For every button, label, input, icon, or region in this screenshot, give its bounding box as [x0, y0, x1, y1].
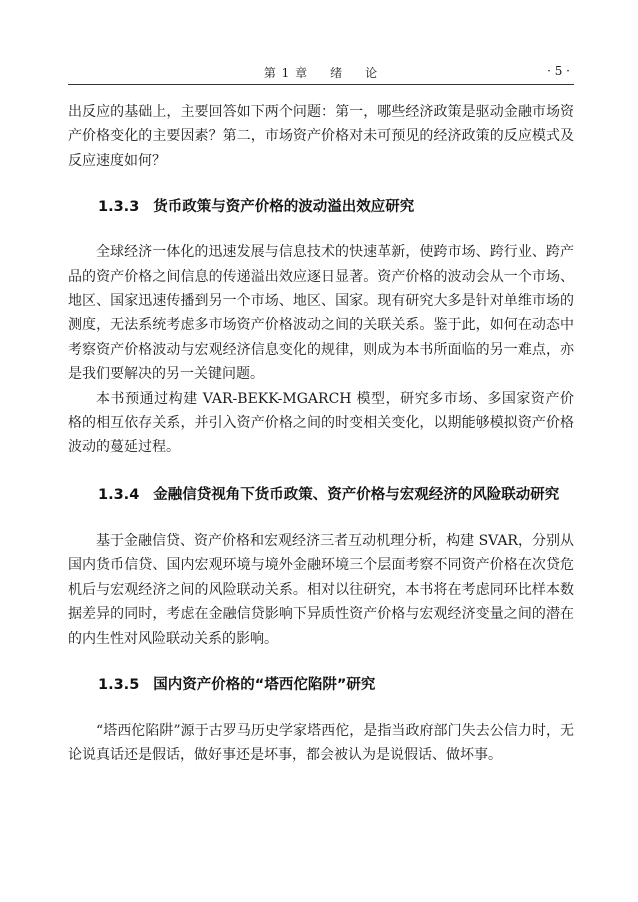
- chapter-name-second: 论: [365, 66, 379, 80]
- section-title: 金融信贷视角下货币政策、资产价格与宏观经济的风险联动研究: [153, 486, 560, 503]
- paragraph-continued: 出反应的基础上，主要回答如下两个问题：第一，哪些经济政策是驱动金融市场资产价格变化的主要因素？第二，市场资产价格对未可预见的经济政策的反应模式及反应速度如何？: [68, 104, 574, 169]
- section-number: 1.3.3: [98, 199, 140, 216]
- section-heading-1-3-4: [68, 483, 574, 507]
- section-title: 货币政策与资产价格的波动溢出效应研究: [153, 199, 415, 216]
- chapter-label: 第 1 章: [263, 66, 309, 80]
- section-number: 1.3.5: [98, 676, 140, 693]
- paragraph: 全球经济一体化的迅速发展与信息技术的快速革新，使跨市场、跨行业、跨产品的资产价格之间信息的传递溢出效应逐日显著。资产价格的波动会从一个市场、地区、国家迅速传播到另一个市场、地区、国家。现有研究大多是针对单维市场的测度，无法系统考虑多市场资产价格波动之间的关联关系。鉴于此，如何在动态中考察资产价格波动与宏观经济信息变化的规律，则成为本书所面临的另一难点，亦是我们要解决的另一关键问题。: [68, 244, 574, 383]
- section-heading-1-3-3: [68, 195, 574, 219]
- page-number: · 5 ·: [547, 64, 570, 78]
- section-heading-1-3-5: [68, 673, 574, 697]
- section-number: 1.3.4: [98, 486, 140, 503]
- paragraph: “塔西佗陷阱”源于古罗马历史学家塔西佗，是指当政府部门失去公信力时，无论说真话还是假话，做好事还是坏事，都会被认为是说假话、做坏事。: [68, 722, 574, 764]
- paragraph: 基于金融信贷、资产价格和宏观经济三者互动机理分析，构建 SVAR，分别从国内货币信贷、国内宏观环境与境外金融环境三个层面考察不同资产价格在次贷危机后与宏观经济之间的风险联动关系。相对以往研究，本书将在考虑同环比样本数据差异的同时，考虑在金融信贷影响下异质性资产价格与宏观经济变量之间的潜在的内生性对风险联动关系的影响。: [68, 532, 574, 647]
- paragraph: 本书预通过构建 VAR-BEKK-MGARCH 模型，研究多市场、多国家资产价格的相互依存关系，并引入资产价格之间的时变相关变化，以期能够模拟资产价格波动的蔓延过程。: [68, 390, 574, 456]
- chapter-title: [68, 64, 574, 81]
- chapter-name-first: 绪: [330, 66, 344, 80]
- running-header: [68, 62, 574, 85]
- body-text: [68, 100, 574, 768]
- section-title: 国内资产价格的“塔西佗陷阱”研究: [153, 676, 376, 693]
